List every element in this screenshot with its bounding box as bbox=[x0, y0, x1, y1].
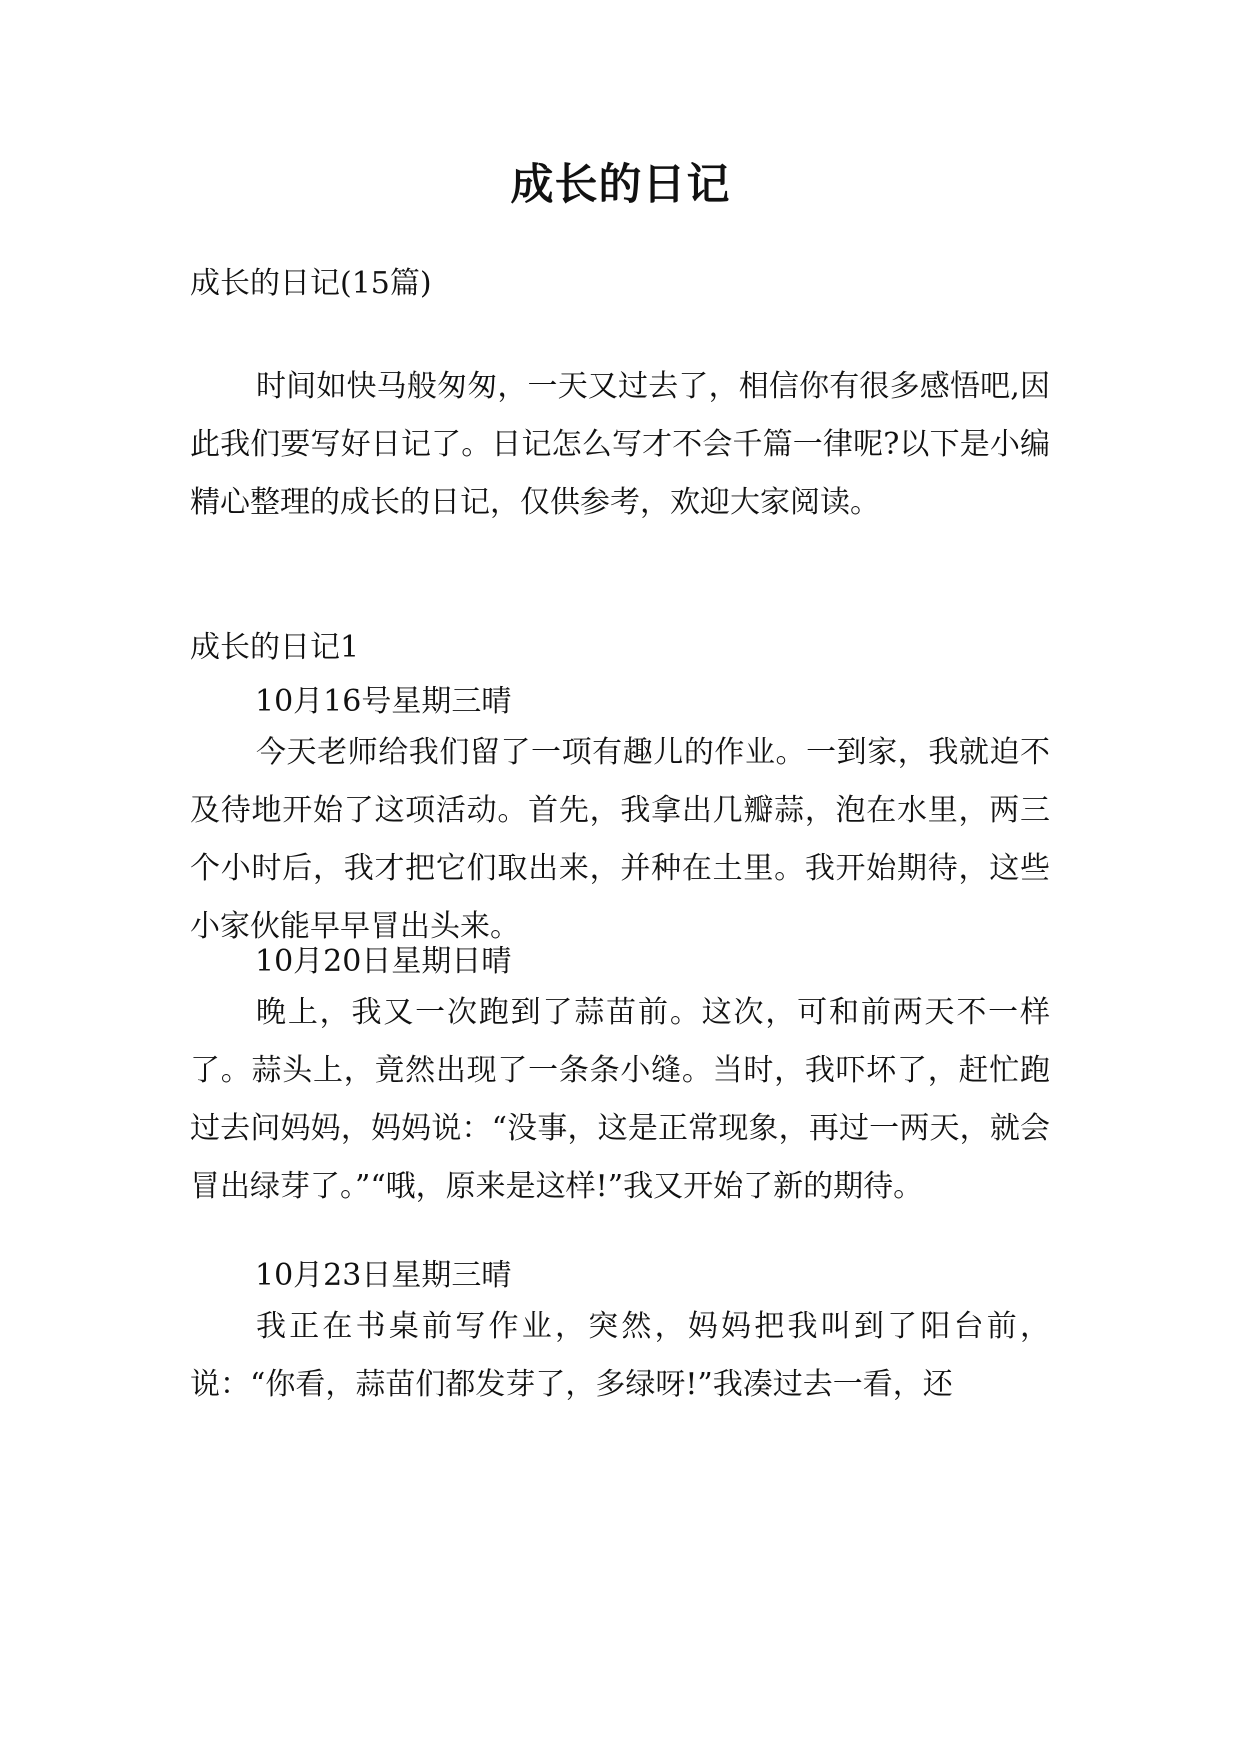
entry-text-1: 今天老师给我们留了一项有趣儿的作业。一到家，我就迫不及待地开始了这项活动。首先，我拿出几瓣蒜，泡在水里，两三个小时后，我才把它们取出来，并种在土里。我开始期待，这些小家伙能早早冒出头来。 bbox=[190, 735, 1050, 944]
entry-text-3: 我正在书桌前写作业，突然，妈妈把我叫到了阳台前，说：“你看，蒜苗们都发芽了，多绿呀!”我凑过去一看，还 bbox=[190, 1309, 1050, 1402]
entry-date-1: 10月16号星期三晴 bbox=[255, 684, 512, 719]
entry-text-2: 晚上，我又一次跑到了蒜苗前。这次，可和前两天不一样了。蒜头上，竟然出现了一条条小缝。当时，我吓坏了，赶忙跑过去问妈妈，妈妈说：“没事，这是正常现象，再过一两天，就会冒出绿芽了。”“哦，原来是这样!”我又开始了新的期待。 bbox=[190, 995, 1050, 1204]
section-heading: 成长的日记1 bbox=[190, 630, 360, 665]
document-subtitle: 成长的日记(15篇) bbox=[190, 266, 432, 301]
intro-paragraph: 时间如快马般匆匆，一天又过去了，相信你有很多感悟吧,因此我们要写好日记了。日记怎么写才不会千篇一律呢?以下是小编精心整理的成长的日记，仅供参考，欢迎大家阅读。 bbox=[190, 369, 1050, 520]
entry-date-2: 10月20日星期日晴 bbox=[255, 944, 512, 979]
document-title: 成长的日记 bbox=[510, 160, 731, 210]
entry-date-3: 10月23日星期三晴 bbox=[255, 1258, 512, 1293]
